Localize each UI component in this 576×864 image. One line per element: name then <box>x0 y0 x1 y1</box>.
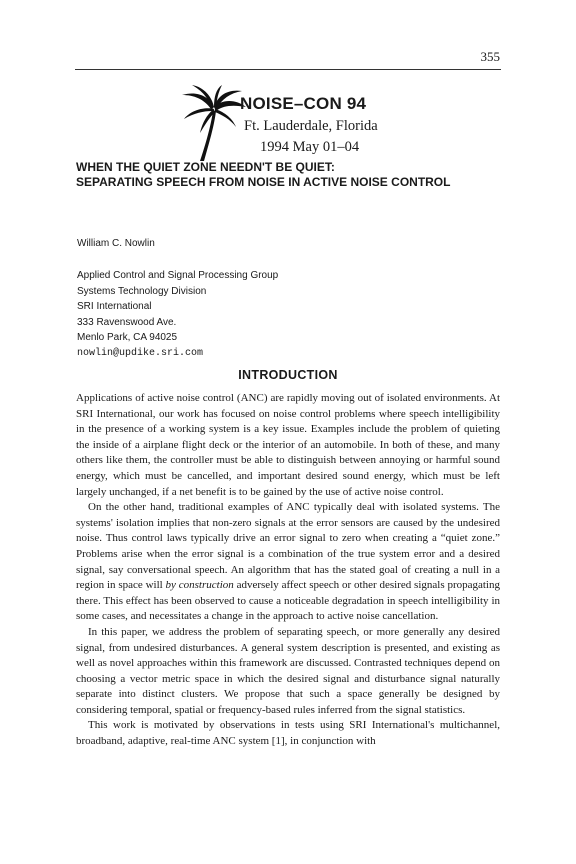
conference-location: Ft. Lauderdale, Florida <box>244 118 378 134</box>
page-number: 355 <box>480 49 500 64</box>
paragraph-2 <box>76 500 500 625</box>
palm-tree-icon <box>178 85 248 161</box>
author-email: nowlin@updike.sri.com <box>77 347 204 359</box>
author-affiliation <box>77 268 278 362</box>
affiliation-organization: SRI International <box>77 301 152 313</box>
paragraph-1: Applications of active noise control (ANC) are rapidly moving out of isolated environments. At SRI International, our work has focused on noise control problems where speech intelligibility in the presence of a working system is a key issue. Examples include the problem of quieting the inside of a airplane flight deck or the interior of an automobile. In both of these, and many others like them, the controller must be able to distinguish between annoying or harmful sound energy, which must be cancelled, and important desired sound energy, which must be left largely unchanged, if a net benefit is to be gained by the use of active noise control. <box>76 392 500 498</box>
paragraph-2-text-a: On the other hand, traditional examples of ANC typically deal with isolated systems. The systems' isolation implies that non-zero signals at the error sensors are caused by the undesired noise. Thus control laws typically drive an error signal to zero when creating a “quiet zone.” Problems arise when the error signal is a combination of the true system error and a desired signal, say conversational speech. An algorithm that has the stated goal of creating a null in a region in space will <box>76 501 500 592</box>
header-rule <box>75 69 501 70</box>
introduction-body <box>76 391 500 750</box>
paper-title-line-1: WHEN THE QUIET ZONE NEEDN'T BE QUIET: <box>76 160 335 174</box>
paragraph-2-emphasis: by construction <box>165 579 234 592</box>
affiliation-division: Systems Technology Division <box>77 285 207 297</box>
conference-name: NOISE–CON 94 <box>240 94 367 113</box>
paragraph-2-text-b: adversely affect speech or other desired signals propagating there. This effect has been observed to cause a noticeable degradation in speech intelligibility in some cases, and necessitates a change in the approach to active noise cancellation. <box>76 579 500 623</box>
author-name: William C. Nowlin <box>77 238 155 249</box>
conference-date: 1994 May 01–04 <box>260 139 360 155</box>
paper-title-line-2: SEPARATING SPEECH FROM NOISE IN ACTIVE NOISE CONTROL <box>76 175 451 189</box>
affiliation-group: Applied Control and Signal Processing Group <box>77 270 279 281</box>
paper-title <box>76 160 516 190</box>
affiliation-city: Menlo Park, CA 94025 <box>77 332 178 344</box>
section-heading-introduction: INTRODUCTION <box>238 368 338 382</box>
paragraph-4: This work is motivated by observations in tests using SRI International's multichannel, broadband, adaptive, real-time ANC system [1], in conjunction with <box>76 719 500 748</box>
affiliation-street: 333 Ravenswood Ave. <box>77 316 177 328</box>
paragraph-3: In this paper, we address the problem of separating speech, or more generally any desired signal, from undesired disturbances. A general system description is presented, and existing as well as novel approaches within this framework are discussed. Contrasted techniques depend on choosing a vector metric space in which the desired signal and disturbance signal naturally separate into distinct clusters. We propose that such a space generally be designed by considering temporal, spatial or frequency-based rules inferred from the signal statistics. <box>76 625 500 716</box>
